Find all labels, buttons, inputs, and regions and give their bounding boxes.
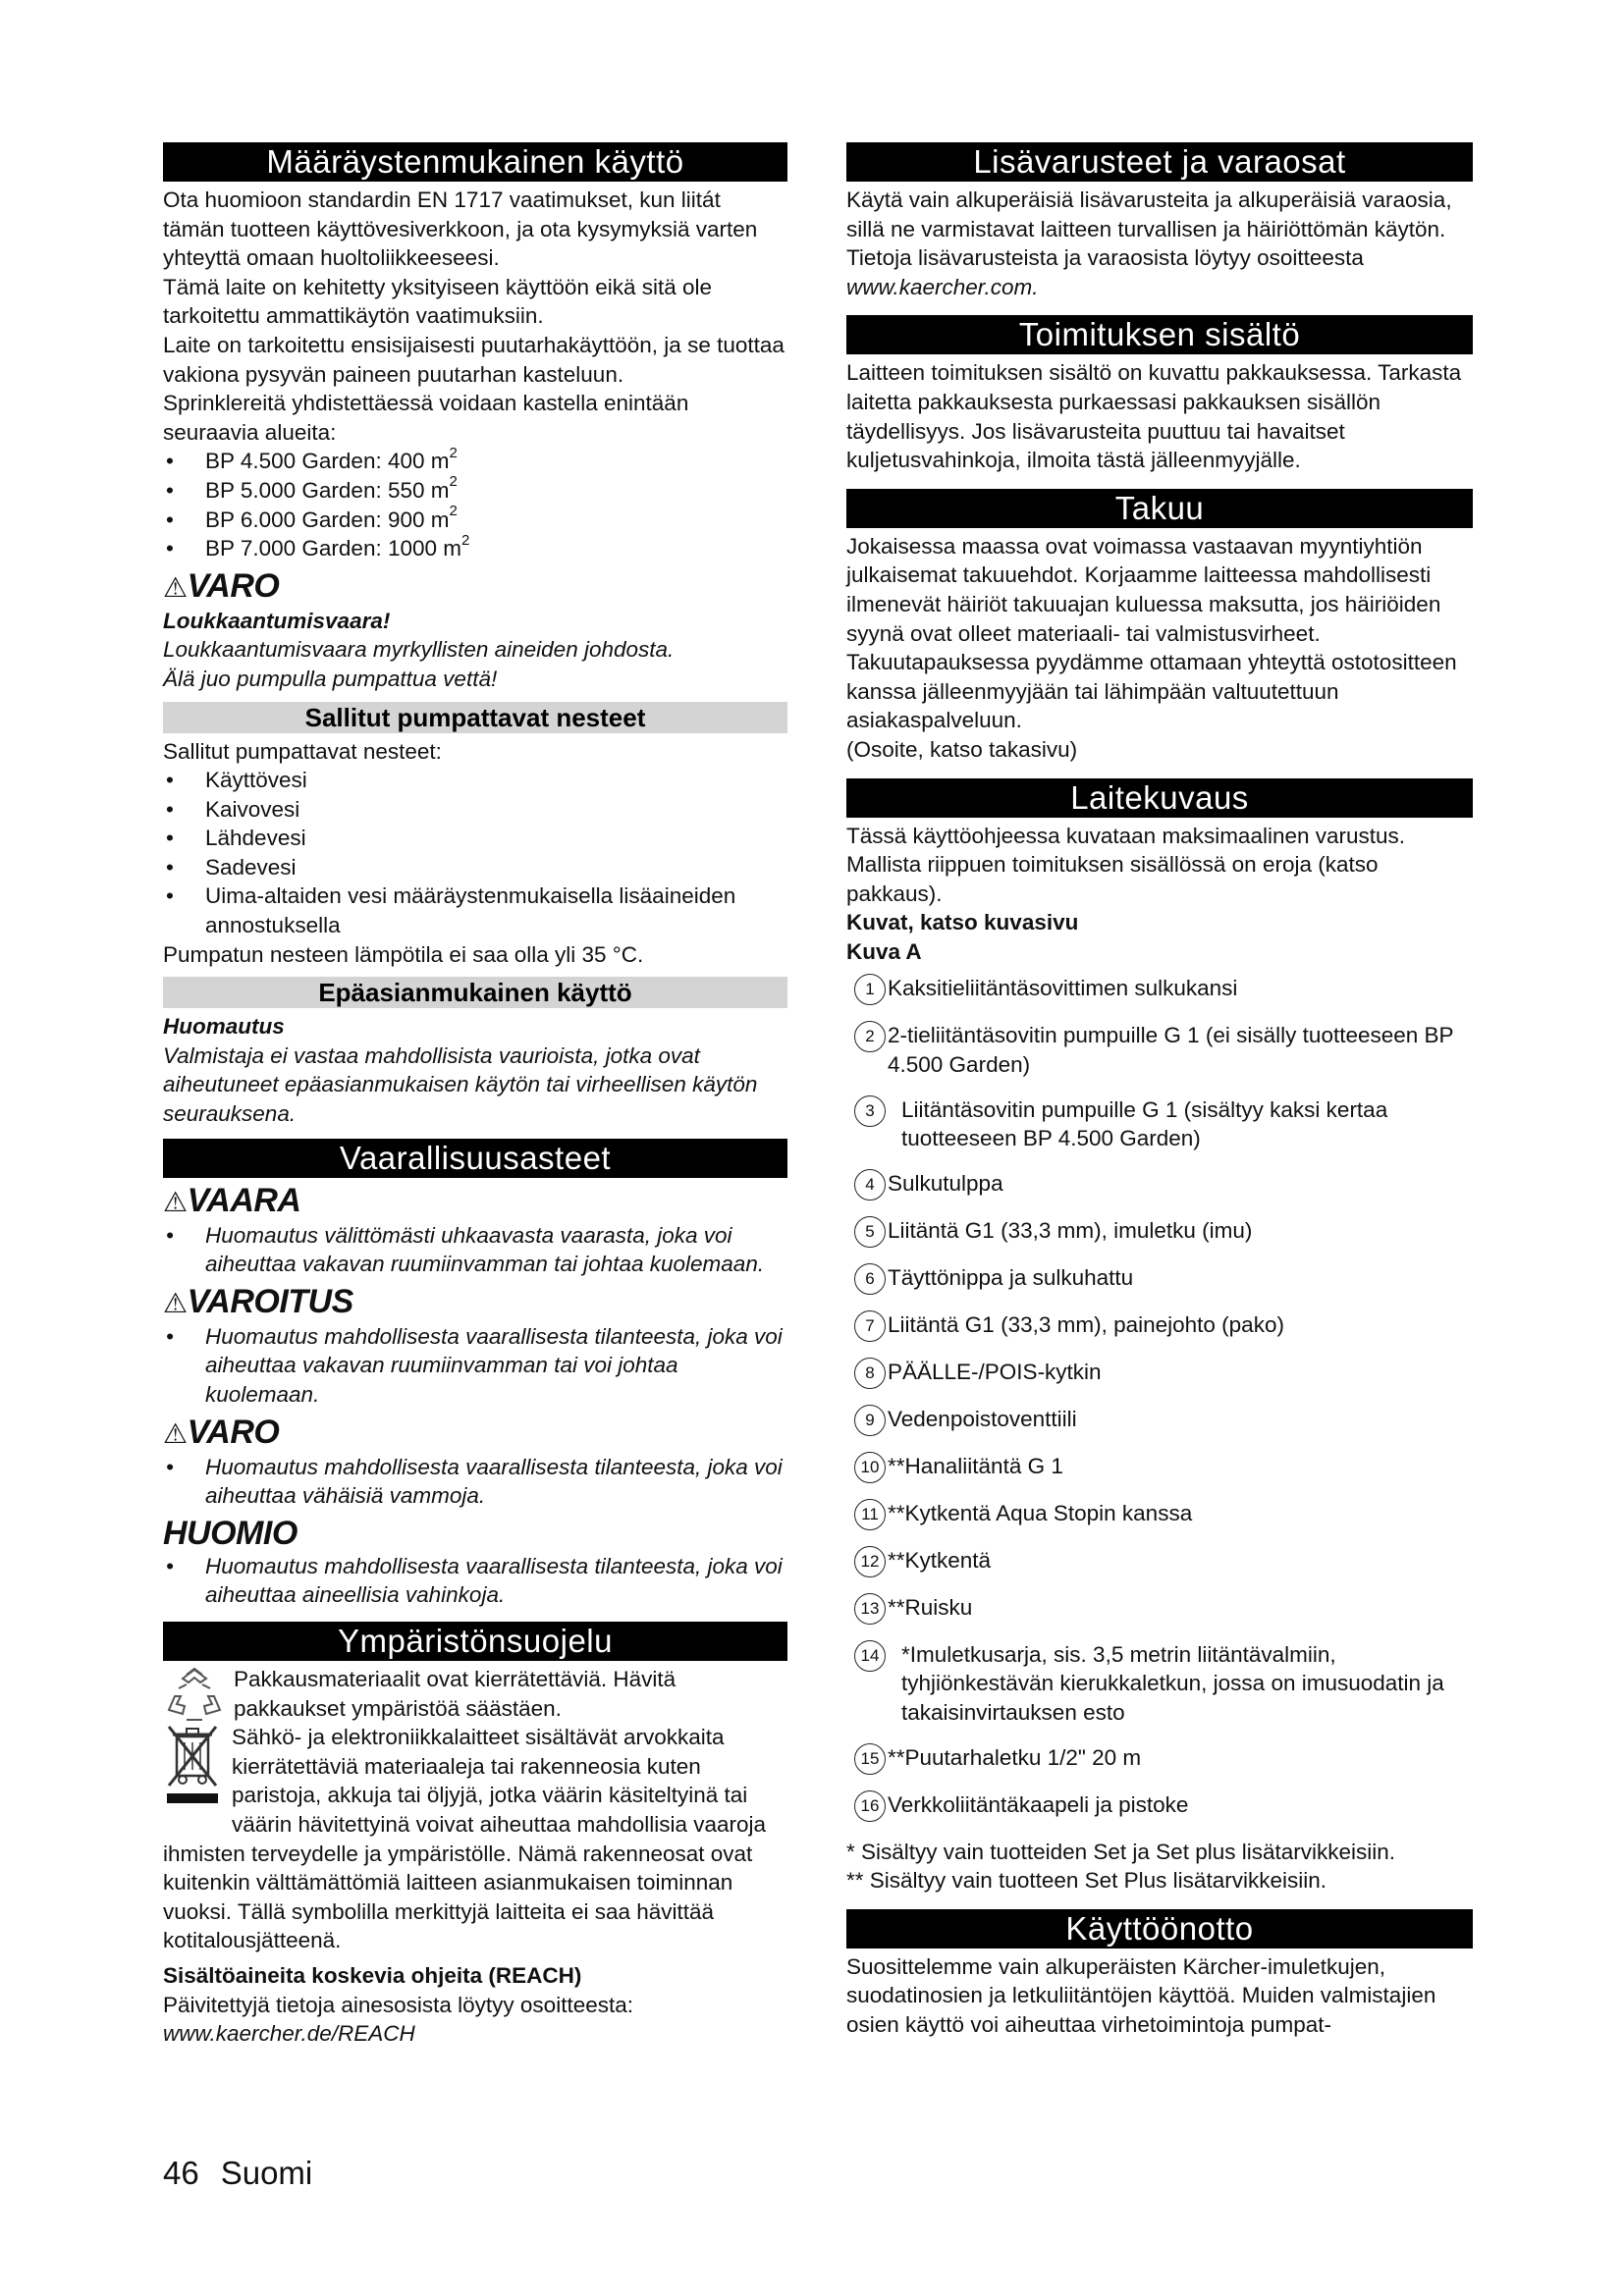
warning-heading: ⚠VARO xyxy=(163,566,280,605)
figure-reference: Kuvat, katso kuvasivu xyxy=(846,910,1079,935)
website-link[interactable]: www.kaercher.com. xyxy=(846,274,1039,299)
paragraph: Tietoja lisävarusteista ja varaosista löytyy osoitteesta xyxy=(846,245,1364,271)
paragraph: Laite on tarkoitettu ensisijaisesti puutarhakäyttöön, ja se tuottaa vakiona pysyvän paineen puutarhan kasteluun. xyxy=(163,332,785,387)
list-item: 11 **Kytkentä Aqua Stopin kanssa xyxy=(846,1499,1473,1530)
list-item: 14 *Imuletkusarja, sis. 3,5 metrin liitäntävalmiin, tyhjiönkestävän kierukkaletkun, jossa on imusuodatin ja takaisinvirtauksen esto xyxy=(846,1640,1473,1728)
warning-triangle-icon: ⚠ xyxy=(163,1287,188,1318)
list-item: 10 **Hanaliitäntä G 1 xyxy=(846,1452,1473,1483)
list-item: • BP 4.500 Garden: 400 $m^2$ xyxy=(163,447,787,476)
warning-triangle-icon: ⚠ xyxy=(163,1417,188,1449)
section-title-intended-use: Määräystenmukainen käyttö xyxy=(163,142,787,182)
list-item: • Käyttövesi xyxy=(163,766,787,795)
section-title-liquids: Sallitut pumpattavat nesteet xyxy=(163,702,787,733)
list-item: • Lähdevesi xyxy=(163,824,787,853)
section-title-environment: Ympäristönsuojelu xyxy=(163,1622,787,1661)
section-title-hazard-levels: Vaarallisuusasteet xyxy=(163,1139,787,1178)
paragraph: Ota huomioon standardin EN 1717 vaatimukset, kun liitát tämän tuotteen käyttövesiverkkoon, ja ota kysymyksiä varten yhteyttä omaan huoltoliikkeeseesi. xyxy=(163,187,758,271)
notice-heading: HUOMIO xyxy=(163,1514,298,1552)
list-item: 16 Verkkoliitäntäkaapeli ja pistoke xyxy=(846,1790,1473,1822)
list-item: • Kaivovesi xyxy=(163,795,787,825)
list-item: 6 Täyttönippa ja sulkuhattu xyxy=(846,1263,1473,1295)
list-item: 13 **Ruisku xyxy=(846,1593,1473,1625)
paragraph: Jokaisessa maassa ovat voimassa vastaavan myyntiyhtiön julkaisemat takuuehdot. Korjaamme laitteessa mahdollisesti ilmenevät häiriöt takuuajan kuluessa maksutta, jos häiriöiden syynä ovat olleet materiaali- tai valmistusvirheet. Takuutapauksessa pyydämme ottamaan yhteyttä ostotositteen kanssa jälleenmyyjään tai lähimpään valtuutettuun asiakaspalveluun. xyxy=(846,533,1457,733)
paragraph: Sallitut pumpattavat nesteet: xyxy=(163,738,442,764)
list-item: • Huomautus mahdollisesta vaarallisesta tilanteesta, joka voi aiheuttaa vakavan ruumiinvamman tai voi johtaa kuolemaan. xyxy=(163,1322,787,1410)
recycling-icon xyxy=(163,1665,234,1723)
list-item: • Huomautus välittömästi uhkaavasta vaarasta, joka voi aiheuttaa vakavan ruumiinvamman tai johtaa kuolemaan. xyxy=(163,1221,787,1279)
section-title-description: Laitekuvaus xyxy=(846,778,1473,818)
page-footer xyxy=(163,2154,312,2193)
caution-heading: ⚠VARO xyxy=(163,1413,280,1451)
paragraph: Sprinklereitä yhdistettäessä voidaan kastella enintään seuraavia alueita: xyxy=(163,391,689,445)
paragraph: Käytä vain alkuperäisiä lisävarusteita ja alkuperäisiä varaosia, sillä ne varmistavat laitteen turvallisen ja häiriöttömän käytön. xyxy=(846,187,1452,241)
footnote: * Sisältyy vain tuotteiden Set ja Set plus lisätarvikkeisiin. xyxy=(846,1839,1396,1864)
paragraph: Tässä käyttöohjeessa kuvataan maksimaalinen varustus. Mallista riippuen toimituksen sisällössä on eroja (katso pakkaus). xyxy=(846,823,1406,906)
section-title-warranty: Takuu xyxy=(846,489,1473,528)
list-item: 5 Liitäntä G1 (33,3 mm), imuletku (imu) xyxy=(846,1216,1473,1248)
page-number: 46 xyxy=(163,2155,199,2191)
paragraph: Pakkausmateriaalit ovat kierrätettäviä. Hävitä pakkaukset ympäristöä säästäen. xyxy=(234,1666,677,1721)
list-item: 2 2-tieliitäntäsovitin pumpuille G 1 (ei sisälly tuotteeseen BP 4.500 Garden) xyxy=(846,1021,1473,1079)
footnote: ** Sisältyy vain tuotteen Set Plus lisätarvikkeisiin. xyxy=(846,1868,1326,1894)
figure-label: Kuva A xyxy=(846,938,922,964)
paragraph: Sähkö- ja elektroniikkalaitteet sisältävät arvokkaita kierrätettäviä materiaaleja tai rakenneosia kuten paristoja, akkuja tai öljyjä, jotka väärin käsiteltyinä tai väärin hävitettyinä voivat aiheuttaa mahdollisia vaaroja ihmisten terveydelle ja ympäristölle. Nämä rakenneosat ovat kuitenkin välttämättömiä laitteen asianmukaisen toiminnan vuoksi. Tällä symbolilla merkittyjä laitteita ei saa hävittää kotitalousjätteenä. xyxy=(163,1725,767,1953)
language-label: Suomi xyxy=(220,2155,313,2191)
reach-heading: Sisältöaineita koskevia ohjeita (REACH) xyxy=(163,1962,582,1988)
paragraph: Suosittelemme vain alkuperäisten Kärcher-imuletkujen, suodatinosien ja letkuliitäntöjen käyttöä. Muiden valmistajien osien käyttö voi aiheuttaa virhetoimintoja pumpat- xyxy=(846,1953,1436,2037)
paragraph: Tämä laite on kehitetty yksityiseen käyttöön eikä sitä ole tarkoitettu ammattikäytön vaatimuksiin. xyxy=(163,274,713,329)
recycling-note xyxy=(163,1665,787,1723)
section-title-startup: Käyttöönotto xyxy=(846,1909,1473,1949)
paragraph: (Osoite, katso takasivu) xyxy=(846,736,1078,762)
reach-link[interactable]: www.kaercher.de/REACH xyxy=(163,2021,415,2047)
warning-triangle-icon: ⚠ xyxy=(163,571,188,603)
paragraph: Laitteen toimituksen sisältö on kuvattu pakkauksessa. Tarkasta laitetta pakkauksesta purkaessasi pakkauksen sisällön täydellisyys. Jos lisävarusteita puuttuu tai havaitset kuljetusvahinkoja, ilmoita tästä jälleenmyyjälle. xyxy=(846,360,1462,473)
list-item: 1 Kaksitieliitäntäsovittimen sulkukansi xyxy=(846,974,1473,1005)
warning-text: Älä juo pumpulla pumpattua vettä! xyxy=(163,666,498,691)
left-column xyxy=(163,140,787,2049)
section-title-accessories: Lisävarusteet ja varaosat xyxy=(846,142,1473,182)
section-title-delivery: Toimituksen sisältö xyxy=(846,315,1473,354)
list-item: 12 **Kytkentä xyxy=(846,1546,1473,1577)
list-item: • BP 6.000 Garden: 900 $m^2$ xyxy=(163,506,787,535)
list-item: • Huomautus mahdollisesta vaarallisesta tilanteesta, joka voi aiheuttaa aineellisia vahinkoja. xyxy=(163,1552,787,1610)
list-item: • BP 7.000 Garden: 1000 $m^2$ xyxy=(163,534,787,563)
list-item: • Sadevesi xyxy=(163,853,787,882)
list-item: 7 Liitäntä G1 (33,3 mm), painejohto (pako) xyxy=(846,1310,1473,1342)
note-heading: Huomautus xyxy=(163,1014,285,1040)
weee-note xyxy=(163,1723,787,1955)
list-item: • Uima-altaiden vesi määräystenmukaisella lisäaineiden annostuksella xyxy=(163,881,787,939)
warning-heading: ⚠VAROITUS xyxy=(163,1282,353,1320)
paragraph: Päivitettyjä tietoja ainesosista löytyy osoitteesta: xyxy=(163,1992,633,2017)
danger-heading: ⚠VAARA xyxy=(163,1181,301,1219)
list-item: • Huomautus mahdollisesta vaarallisesta tilanteesta, joka voi aiheuttaa vähäisiä vammoja. xyxy=(163,1453,787,1511)
list-item: 3 Liitäntäsovitin pumpuille G 1 (sisältyy kaksi kertaa tuotteeseen BP 4.500 Garden) xyxy=(846,1095,1473,1153)
list-item: 15 **Puutarhaletku 1/2" 20 m xyxy=(846,1743,1473,1775)
paragraph: Pumpatun nesteen lämpötila ei saa olla yli 35 °C. xyxy=(163,941,644,967)
warning-subheading: Loukkaantumisvaara! xyxy=(163,608,391,633)
note-text: Valmistaja ei vastaa mahdollisista vaurioista, jotka ovat aiheutuneet epäasianmukaisen käytön tai virheellisen käytön seurauksena. xyxy=(163,1042,758,1127)
section-title-improper-use: Epäasianmukainen käyttö xyxy=(163,977,787,1008)
list-item: 4 Sulkutulppa xyxy=(846,1169,1473,1201)
warning-triangle-icon: ⚠ xyxy=(163,1186,188,1217)
warning-text: Loukkaantumisvaara myrkyllisten aineiden johdosta. xyxy=(163,637,675,663)
list-item: 8 PÄÄLLE-/POIS-kytkin xyxy=(846,1358,1473,1389)
right-column xyxy=(846,140,1473,2040)
list-item: • BP 5.000 Garden: 550 $m^2$ xyxy=(163,476,787,506)
crossed-bin-icon xyxy=(163,1723,232,1839)
list-item: 9 Vedenpoistoventtiili xyxy=(846,1405,1473,1436)
